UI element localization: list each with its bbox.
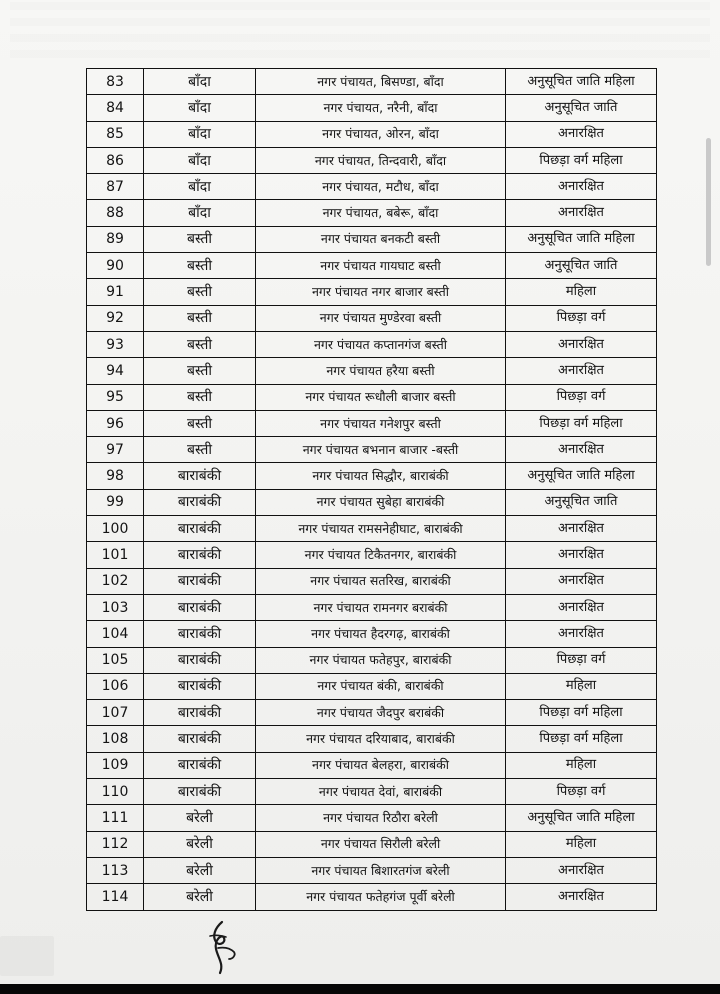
serial-number-cell: 112 <box>87 831 144 857</box>
serial-number-cell: 97 <box>87 437 144 463</box>
district-cell: बस्ती <box>144 305 256 331</box>
table-row <box>87 884 657 910</box>
district-cell: बस्ती <box>144 358 256 384</box>
table-row <box>87 779 657 805</box>
reservation-category-cell: महिला <box>506 673 657 699</box>
serial-number-cell: 90 <box>87 253 144 279</box>
nagar-panchayat-cell: नगर पंचायत, तिन्दवारी, बाँदा <box>256 147 506 173</box>
nagar-panchayat-cell: नगर पंचायत मुण्डेरवा बस्ती <box>256 305 506 331</box>
serial-number-cell: 102 <box>87 568 144 594</box>
reservation-category-cell: अनारक्षित <box>506 121 657 147</box>
nagar-panchayat-cell: नगर पंचायत फतेहगंज पूर्वी बरेली <box>256 884 506 910</box>
reservation-category-cell: अनुसूचित जाति महिला <box>506 463 657 489</box>
district-cell: बाँदा <box>144 200 256 226</box>
table-row <box>87 331 657 357</box>
district-cell: बाराबंकी <box>144 647 256 673</box>
serial-number-cell: 88 <box>87 200 144 226</box>
reservation-category-cell: अनुसूचित जाति <box>506 253 657 279</box>
district-cell: बस्ती <box>144 331 256 357</box>
table-row <box>87 489 657 515</box>
reservation-category-cell: पिछड़ा वर्ग <box>506 647 657 673</box>
nagar-panchayat-cell: नगर पंचायत हैदरगढ़, बाराबंकी <box>256 621 506 647</box>
reservation-category-cell: अनुसूचित जाति महिला <box>506 805 657 831</box>
serial-number-cell: 98 <box>87 463 144 489</box>
reservation-category-cell: अनारक्षित <box>506 568 657 594</box>
reservation-category-cell: महिला <box>506 279 657 305</box>
reservation-category-cell: अनुसूचित जाति महिला <box>506 69 657 95</box>
district-cell: बस्ती <box>144 410 256 436</box>
nagar-panchayat-cell: नगर पंचायत रूधौली बाजार बस्ती <box>256 384 506 410</box>
district-cell: बाराबंकी <box>144 489 256 515</box>
nagar-panchayat-cell: नगर पंचायत जैदपुर बराबंकी <box>256 700 506 726</box>
serial-number-cell: 113 <box>87 857 144 883</box>
table-row <box>87 437 657 463</box>
district-cell: बाराबंकी <box>144 673 256 699</box>
table-row <box>87 752 657 778</box>
district-cell: बाराबंकी <box>144 752 256 778</box>
reservation-category-cell: पिछड़ा वर्ग महिला <box>506 410 657 436</box>
serial-number-cell: 111 <box>87 805 144 831</box>
district-cell: बाँदा <box>144 121 256 147</box>
district-cell: बाँदा <box>144 69 256 95</box>
serial-number-cell: 83 <box>87 69 144 95</box>
table-row <box>87 647 657 673</box>
district-cell: बस्ती <box>144 437 256 463</box>
reservation-category-cell: अनुसूचित जाति <box>506 95 657 121</box>
serial-number-cell: 89 <box>87 226 144 252</box>
reservation-category-cell: अनारक्षित <box>506 437 657 463</box>
reservation-category-cell: अनारक्षित <box>506 516 657 542</box>
nagar-panchayat-cell: नगर पंचायत गायघाट बस्ती <box>256 253 506 279</box>
district-cell: बाराबंकी <box>144 779 256 805</box>
district-cell: बरेली <box>144 884 256 910</box>
serial-number-cell: 99 <box>87 489 144 515</box>
reservation-category-cell: अनुसूचित जाति महिला <box>506 226 657 252</box>
reservation-category-cell: पिछड़ा वर्ग <box>506 384 657 410</box>
table-row <box>87 831 657 857</box>
nagar-panchayat-cell: नगर पंचायत फतेहपुर, बाराबंकी <box>256 647 506 673</box>
table-row <box>87 568 657 594</box>
district-cell: बस्ती <box>144 226 256 252</box>
serial-number-cell: 92 <box>87 305 144 331</box>
nagar-panchayat-cell: नगर पंचायत नगर बाजार बस्ती <box>256 279 506 305</box>
serial-number-cell: 103 <box>87 594 144 620</box>
serial-number-cell: 104 <box>87 621 144 647</box>
table-row <box>87 121 657 147</box>
reservation-category-cell: पिछड़ा वर्ग <box>506 305 657 331</box>
scan-shadow <box>0 936 54 976</box>
table-row <box>87 279 657 305</box>
table-row <box>87 69 657 95</box>
district-cell: बाराबंकी <box>144 726 256 752</box>
nagar-panchayat-cell: नगर पंचायत, बिसण्डा, बाँदा <box>256 69 506 95</box>
table-row <box>87 253 657 279</box>
nagar-panchayat-cell: नगर पंचायत बभनान बाजार -बस्ती <box>256 437 506 463</box>
table-row <box>87 200 657 226</box>
nagar-panchayat-cell: नगर पंचायत देवां, बाराबंकी <box>256 779 506 805</box>
district-cell: बस्ती <box>144 384 256 410</box>
district-cell: बाराबंकी <box>144 542 256 568</box>
reservation-category-cell: अनारक्षित <box>506 594 657 620</box>
reservation-category-cell: महिला <box>506 831 657 857</box>
district-cell: बाराबंकी <box>144 516 256 542</box>
reservation-category-cell: पिछड़ा वर्ग महिला <box>506 726 657 752</box>
table-row <box>87 805 657 831</box>
table-row <box>87 673 657 699</box>
reservation-category-cell: अनारक्षित <box>506 621 657 647</box>
serial-number-cell: 106 <box>87 673 144 699</box>
reservation-table-body <box>87 69 657 911</box>
serial-number-cell: 107 <box>87 700 144 726</box>
district-cell: बाराबंकी <box>144 700 256 726</box>
table-row <box>87 857 657 883</box>
serial-number-cell: 108 <box>87 726 144 752</box>
table-row <box>87 726 657 752</box>
nagar-panchayat-cell: नगर पंचायत टिकैतनगर, बाराबंकी <box>256 542 506 568</box>
district-cell: बाँदा <box>144 95 256 121</box>
serial-number-cell: 105 <box>87 647 144 673</box>
serial-number-cell: 94 <box>87 358 144 384</box>
district-cell: बाराबंकी <box>144 463 256 489</box>
table-row <box>87 463 657 489</box>
nagar-panchayat-cell: नगर पंचायत बिशारतगंज बरेली <box>256 857 506 883</box>
serial-number-cell: 86 <box>87 147 144 173</box>
nagar-panchayat-cell: नगर पंचायत, मटौध, बाँदा <box>256 174 506 200</box>
reservation-category-cell: अनारक्षित <box>506 884 657 910</box>
district-cell: बरेली <box>144 831 256 857</box>
serial-number-cell: 91 <box>87 279 144 305</box>
table-row <box>87 410 657 436</box>
table-row <box>87 226 657 252</box>
nagar-panchayat-cell: नगर पंचायत गनेशपुर बस्ती <box>256 410 506 436</box>
nagar-panchayat-cell: नगर पंचायत, ओरन, बाँदा <box>256 121 506 147</box>
nagar-panchayat-cell: नगर पंचायत बनकटी बस्ती <box>256 226 506 252</box>
nagar-panchayat-cell: नगर पंचायत बंकी, बाराबंकी <box>256 673 506 699</box>
table-row <box>87 384 657 410</box>
nagar-panchayat-cell: नगर पंचायत, नरैनी, बाँदा <box>256 95 506 121</box>
table-row <box>87 594 657 620</box>
table-row <box>87 700 657 726</box>
serial-number-cell: 100 <box>87 516 144 542</box>
serial-number-cell: 87 <box>87 174 144 200</box>
table-row <box>87 174 657 200</box>
nagar-panchayat-cell: नगर पंचायत रामनगर बराबंकी <box>256 594 506 620</box>
nagar-panchayat-cell: नगर पंचायत सिरौली बरेली <box>256 831 506 857</box>
screen-bottom-bar <box>0 984 720 994</box>
serial-number-cell: 85 <box>87 121 144 147</box>
nagar-panchayat-cell: नगर पंचायत सिद्धौर, बाराबंकी <box>256 463 506 489</box>
serial-number-cell: 110 <box>87 779 144 805</box>
nagar-panchayat-cell: नगर पंचायत दरियाबाद, बाराबंकी <box>256 726 506 752</box>
serial-number-cell: 109 <box>87 752 144 778</box>
district-cell: बाराबंकी <box>144 621 256 647</box>
district-cell: बस्ती <box>144 279 256 305</box>
serial-number-cell: 84 <box>87 95 144 121</box>
serial-number-cell: 95 <box>87 384 144 410</box>
nagar-panchayat-cell: नगर पंचायत सुबेहा बाराबंकी <box>256 489 506 515</box>
nagar-panchayat-cell: नगर पंचायत सतरिख, बाराबंकी <box>256 568 506 594</box>
table-row <box>87 147 657 173</box>
nagar-panchayat-cell: नगर पंचायत रामसनेहीघाट, बाराबंकी <box>256 516 506 542</box>
reservation-category-cell: अनारक्षित <box>506 200 657 226</box>
district-cell: बाराबंकी <box>144 594 256 620</box>
reservation-category-cell: अनारक्षित <box>506 542 657 568</box>
table-row <box>87 305 657 331</box>
reservation-category-cell: महिला <box>506 752 657 778</box>
nagar-panchayat-cell: नगर पंचायत रिठौरा बरेली <box>256 805 506 831</box>
reservation-category-cell: अनारक्षित <box>506 174 657 200</box>
scan-bleed-through <box>10 2 710 62</box>
reservation-category-cell: अनारक्षित <box>506 857 657 883</box>
nagar-panchayat-cell: नगर पंचायत कप्तानगंज बस्ती <box>256 331 506 357</box>
reservation-category-cell: पिछड़ा वर्ग महिला <box>506 147 657 173</box>
nagar-panchayat-cell: नगर पंचायत हरैया बस्ती <box>256 358 506 384</box>
district-cell: बाँदा <box>144 174 256 200</box>
district-cell: बस्ती <box>144 253 256 279</box>
reservation-category-cell: अनुसूचित जाति <box>506 489 657 515</box>
serial-number-cell: 101 <box>87 542 144 568</box>
table-row <box>87 358 657 384</box>
serial-number-cell: 96 <box>87 410 144 436</box>
reservation-table <box>86 68 657 911</box>
district-cell: बरेली <box>144 805 256 831</box>
table-row <box>87 95 657 121</box>
nagar-panchayat-cell: नगर पंचायत बेलहरा, बाराबंकी <box>256 752 506 778</box>
reservation-category-cell: अनारक्षित <box>506 358 657 384</box>
reservation-category-cell: पिछड़ा वर्ग <box>506 779 657 805</box>
table-row <box>87 621 657 647</box>
serial-number-cell: 93 <box>87 331 144 357</box>
district-cell: बाँदा <box>144 147 256 173</box>
district-cell: बाराबंकी <box>144 568 256 594</box>
signature <box>200 918 244 976</box>
table-row <box>87 516 657 542</box>
scrollbar-thumb[interactable] <box>706 138 711 266</box>
nagar-panchayat-cell: नगर पंचायत, बबेरू, बाँदा <box>256 200 506 226</box>
serial-number-cell: 114 <box>87 884 144 910</box>
district-cell: बरेली <box>144 857 256 883</box>
reservation-category-cell: अनारक्षित <box>506 331 657 357</box>
reservation-category-cell: पिछड़ा वर्ग महिला <box>506 700 657 726</box>
table-row <box>87 542 657 568</box>
